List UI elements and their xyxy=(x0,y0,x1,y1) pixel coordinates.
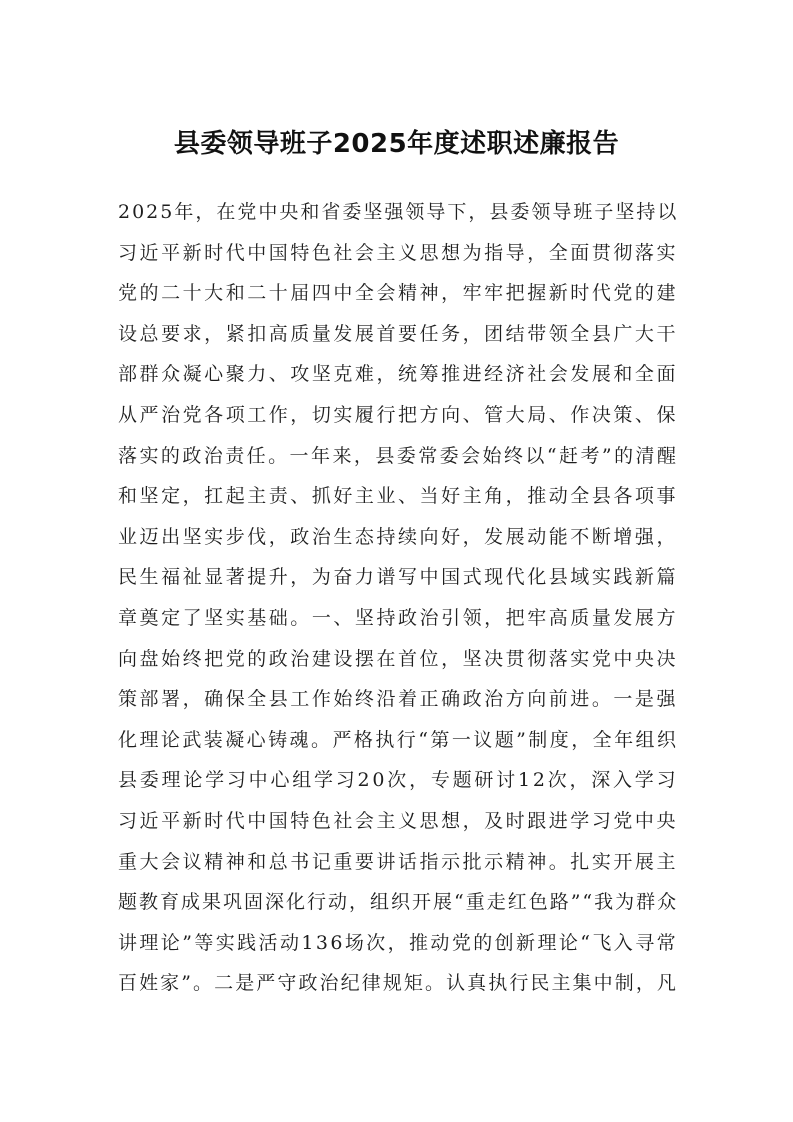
body-line: 部群众凝心聚力、攻坚克难，统筹推进经济社会发展和全面 xyxy=(118,363,678,386)
body-line: 民生福祉显著提升，为奋力谱写中国式现代化县域实践新篇 xyxy=(118,566,678,589)
body-line: 习近平新时代中国特色社会主义思想，及时跟进学习党中央 xyxy=(118,809,678,832)
body-line: 百姓家”。二是严守政治纪律规矩。认真执行民主集中制，凡 xyxy=(118,972,678,995)
body-line: 题教育成果巩固深化行动，组织开展“重走红色路”“我为群众 xyxy=(118,891,678,914)
body-line: 化理论武装凝心铸魂。严格执行“第一议题”制度，全年组织 xyxy=(118,728,678,751)
body-line: 向盘始终把党的政治建设摆在首位，坚决贯彻落实党中央决 xyxy=(118,647,678,670)
body-line: 从严治党各项工作，切实履行把方向、管大局、作决策、保 xyxy=(118,403,678,426)
body-line: 党的二十大和二十届四中全会精神，牢牢把握新时代党的建 xyxy=(118,282,678,305)
document-body xyxy=(118,192,678,1004)
body-line: 2025年，在党中央和省委坚强领导下，县委领导班子坚持以 xyxy=(118,201,678,223)
body-line: 设总要求，紧扣高质量发展首要任务，团结带领全县广大干 xyxy=(118,322,678,345)
body-line: 落实的政治责任。一年来，县委常委会始终以“赶考”的清醒 xyxy=(118,444,678,467)
document-title: 县委领导班子2025年度述职述廉报告 xyxy=(173,129,620,159)
body-line: 和坚定，扛起主责、抓好主业、当好主角，推动全县各项事 xyxy=(118,485,678,508)
body-line: 重大会议精神和总书记重要讲话指示批示精神。扎实开展主 xyxy=(118,850,678,873)
body-line: 章奠定了坚实基础。一、坚持政治引领，把牢高质量发展方 xyxy=(118,606,678,629)
body-line: 讲理论”等实践活动136场次，推动党的创新理论“飞入寻常 xyxy=(118,931,678,954)
body-line: 县委理论学习中心组学习20次，专题研讨12次，深入学习 xyxy=(118,769,678,792)
body-line: 习近平新时代中国特色社会主义思想为指导，全面贯彻落实 xyxy=(118,241,678,264)
body-line: 策部署，确保全县工作始终沿着正确政治方向前进。一是强 xyxy=(118,688,678,711)
body-line: 业迈出坚实步伐，政治生态持续向好，发展动能不断增强， xyxy=(118,525,678,548)
